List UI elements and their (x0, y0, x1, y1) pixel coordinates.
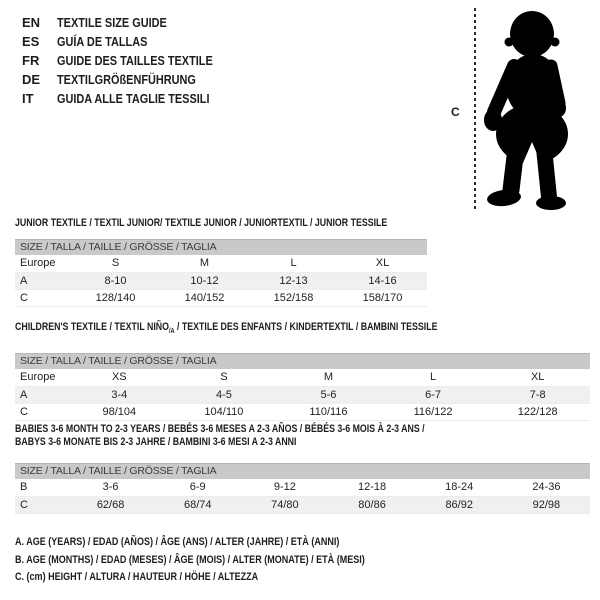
note-age-months: B. AGE (MONTHS) / EDAD (MESES) / ÂGE (MOIS) / ALTER (MONATE) / ETÀ (MESI) (15, 553, 365, 566)
table-row-c (15, 496, 590, 513)
language-title: TEXTILGRÖßENFÜHRUNG (57, 72, 196, 87)
language-code: ES (22, 34, 40, 49)
language-row (22, 32, 242, 51)
value-cell: 110/116 (276, 403, 381, 420)
value-cell: 3-4 (67, 386, 172, 403)
region-label-cell: Europe (15, 369, 67, 386)
language-row (22, 89, 242, 108)
size-cell: S (71, 255, 160, 272)
value-cell: 140/152 (160, 289, 249, 306)
junior-size-table (15, 255, 427, 307)
language-title: TEXTILE SIZE GUIDE (57, 15, 167, 30)
value-cell: 98/104 (67, 403, 172, 420)
row-label-cell: A (15, 386, 67, 403)
language-row (22, 70, 242, 89)
value-cell: 18-24 (416, 479, 503, 496)
value-cell: 6-9 (154, 479, 241, 496)
value-cell: 80/86 (328, 496, 415, 513)
height-measure-label: C (451, 105, 460, 119)
children-size-table (15, 369, 590, 421)
title-text: / TEXTILE DES ENFANTS / KINDERTEXTIL / BAMBINI TESSILE (174, 321, 438, 333)
row-label-cell: B (15, 479, 67, 496)
value-cell: 128/140 (71, 289, 160, 306)
size-cell: XS (67, 369, 172, 386)
row-label-cell: A (15, 272, 71, 289)
value-cell: 12-18 (328, 479, 415, 496)
size-cell: XL (338, 255, 427, 272)
language-code: EN (22, 15, 41, 30)
size-cell: XL (485, 369, 590, 386)
size-header-bar: SIZE / TALLA / TAILLE / GRÖSSE / TAGLIA (15, 463, 590, 479)
language-title: GUIDA ALLE TAGLIE TESSILI (57, 91, 210, 106)
language-row (22, 13, 242, 32)
row-label-cell: C (15, 496, 67, 513)
toddler-silhouette (480, 6, 592, 212)
title-text: CHILDREN'S TEXTILE / TEXTIL NIÑO (15, 321, 169, 333)
note-age-years: A. AGE (YEARS) / EDAD (AÑOS) / ÂGE (ANS) / ALTER (JAHRE) / ETÀ (ANNI) (15, 536, 340, 548)
value-cell: 4-5 (172, 386, 277, 403)
size-cell: L (381, 369, 486, 386)
value-cell: 12-13 (249, 272, 338, 289)
size-header-row (15, 369, 590, 386)
language-row (22, 51, 242, 70)
value-cell: 6-7 (381, 386, 486, 403)
value-cell: 68/74 (154, 496, 241, 513)
row-label-cell: C (15, 403, 67, 420)
language-title-list (22, 13, 242, 108)
babies-table-section (15, 423, 590, 514)
note-height-cm: C. (cm) HEIGHT / ALTURA / HAUTEUR / HÖHE / ALTEZZA (15, 571, 259, 583)
size-header-bar: SIZE / TALLA / TAILLE / GRÖSSE / TAGLIA (15, 239, 427, 255)
value-cell: 5-6 (276, 386, 381, 403)
title-subscript: /A (168, 328, 175, 336)
value-cell: 3-6 (67, 479, 154, 496)
size-cell: S (172, 369, 277, 386)
size-header-bar: SIZE / TALLA / TAILLE / GRÖSSE / TAGLIA (15, 353, 590, 369)
value-cell: 62/68 (67, 496, 154, 513)
value-cell: 158/170 (338, 289, 427, 306)
children-table-section (15, 321, 590, 421)
table-row-b (15, 479, 590, 496)
language-title: GUIDE DES TAILLES TEXTILE (57, 53, 213, 68)
value-cell: 116/122 (381, 403, 486, 420)
table-row-a (15, 272, 427, 289)
value-cell: 122/128 (485, 403, 590, 420)
legend-notes (15, 534, 442, 587)
junior-table-section (15, 217, 427, 307)
size-cell: L (249, 255, 338, 272)
value-cell: 24-36 (503, 479, 590, 496)
language-title: GUÍA DE TALLAS (57, 34, 148, 49)
language-code: FR (22, 53, 40, 68)
value-cell: 8-10 (71, 272, 160, 289)
size-cell: M (160, 255, 249, 272)
table-row-c (15, 403, 590, 420)
babies-size-table (15, 479, 590, 514)
value-cell: 152/158 (249, 289, 338, 306)
children-table-title (15, 321, 475, 338)
value-cell: 74/80 (241, 496, 328, 513)
junior-table-title: JUNIOR TEXTILE / TEXTIL JUNIOR/ TEXTILE JUNIOR / JUNIORTEXTIL / JUNIOR TESSILE (15, 217, 388, 229)
babies-title-line1: BABIES 3-6 MONTH TO 2-3 YEARS / BEBÉS 3-6 MESES A 2-3 AÑOS / BÉBÉS 3-6 MOIS À 2-3 ANS / (15, 423, 425, 435)
height-measure-dashed-line (474, 8, 476, 210)
value-cell: 7-8 (485, 386, 590, 403)
language-code: DE (22, 72, 41, 87)
table-row-c (15, 289, 427, 306)
babies-table-title (15, 423, 475, 449)
value-cell: 10-12 (160, 272, 249, 289)
value-cell: 9-12 (241, 479, 328, 496)
row-label-cell: C (15, 289, 71, 306)
size-cell: M (276, 369, 381, 386)
size-header-row (15, 255, 427, 272)
table-row-a (15, 386, 590, 403)
babies-title-line2: BABYS 3-6 MONATE BIS 2-3 JAHRE / BAMBINI 3-6 MESI A 2-3 ANNI (15, 436, 297, 448)
value-cell: 86/92 (416, 496, 503, 513)
value-cell: 14-16 (338, 272, 427, 289)
value-cell: 92/98 (503, 496, 590, 513)
region-label-cell: Europe (15, 255, 71, 272)
value-cell: 104/110 (172, 403, 277, 420)
language-code: IT (22, 91, 34, 106)
